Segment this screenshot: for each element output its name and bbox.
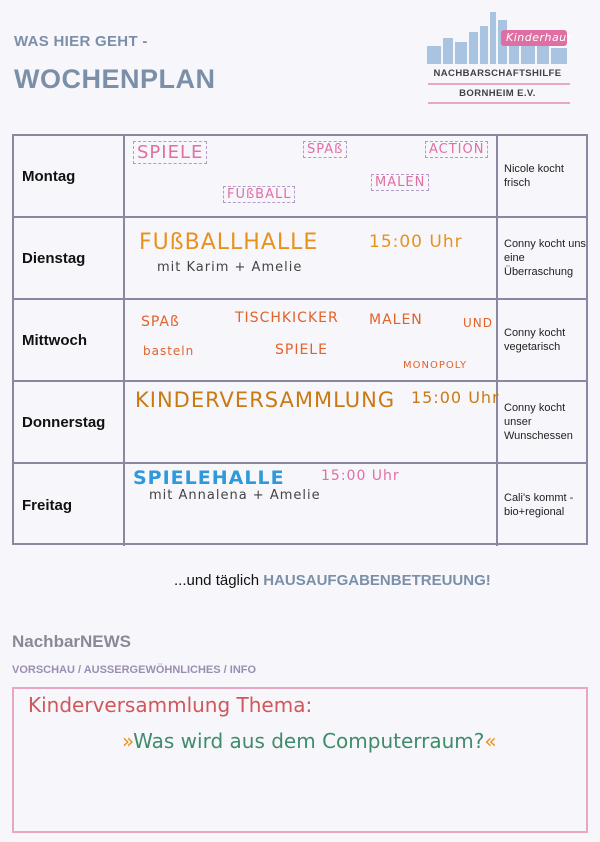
table-row [14, 464, 586, 546]
activity-text: MALEN [371, 174, 429, 191]
activity-text: 15:00 Uhr [369, 232, 463, 252]
activity-text: SPIELE [275, 342, 328, 358]
activity-text: ACTION [425, 141, 488, 158]
news-box [12, 687, 588, 833]
logo-script: Kinderhaus [506, 31, 573, 44]
activity-text: 15:00 Uhr [411, 388, 500, 407]
logo-org-name: NACHBARSCHAFTSHILFE [433, 68, 562, 79]
news-subtitle: VORSCHAU / AUSSERGEWÖHNLICHES / INFO [12, 664, 257, 676]
activity-cell [125, 382, 498, 462]
weekly-plan-table [12, 134, 588, 545]
table-row [14, 300, 586, 382]
day-label: Montag [14, 136, 125, 216]
day-label: Mittwoch [14, 300, 125, 380]
page-header-small: WAS HIER GEHT - [14, 33, 148, 50]
activity-text: SPIELE [133, 141, 207, 164]
table-row [14, 218, 586, 300]
activity-text: 15:00 Uhr [321, 468, 400, 484]
food-cell: Conny kocht vegetarisch [504, 327, 566, 353]
page-title: WOCHENPLAN [14, 64, 216, 94]
daily-prefix: ...und täglich [174, 572, 260, 589]
table-row [14, 382, 586, 464]
logo-line-bottom [428, 102, 570, 104]
activity-cell [125, 464, 498, 546]
activity-text: KINDERVERSAMMLUNG [135, 388, 396, 412]
activity-cell [125, 300, 498, 380]
activity-cell [125, 218, 498, 298]
activity-text: FUßBALLHALLE [139, 230, 319, 255]
activity-cell [125, 136, 498, 216]
question-text: Was wird aus dem Computerraum? [133, 729, 485, 753]
activity-text: TISCHKICKER [235, 310, 339, 326]
activity-text: FUßBALL [223, 186, 295, 203]
day-label: Freitag [14, 464, 125, 546]
activity-text: mit Karim + Amelie [157, 260, 303, 275]
activity-text: basteln [143, 344, 195, 358]
news-line-question [122, 729, 497, 753]
logo-org-location: BORNHEIM E.V. [459, 88, 536, 99]
table-row [14, 136, 586, 218]
food-cell: Nicole kocht frisch [504, 163, 564, 189]
logo-line-top [428, 83, 570, 85]
food-cell: Conny kocht uns eine Überraschung [504, 238, 586, 278]
activity-text: mit Annalena + Amelie [149, 488, 321, 503]
activity-text: SPIELEHALLE [133, 467, 285, 489]
day-label: Donnerstag [14, 382, 125, 462]
quote-close: « [484, 729, 497, 753]
activity-text: SPAß [303, 141, 347, 158]
activity-text: SPAß [141, 314, 180, 330]
daily-note [174, 572, 491, 589]
food-cell: Cali's kommt - bio+regional [504, 492, 574, 518]
activity-text: UND [463, 316, 493, 330]
news-title: NachbarNEWS [12, 632, 132, 651]
activity-text: MONOPOLY [403, 360, 468, 371]
activity-text: MALEN [369, 312, 423, 328]
food-cell: Conny kocht unser Wunschessen [504, 402, 573, 442]
quote-open: » [122, 729, 134, 753]
news-line-topic: Kinderversammlung Thema: [28, 693, 313, 717]
logo [425, 8, 585, 108]
day-label: Dienstag [14, 218, 125, 298]
daily-highlight: HAUSAUFGABENBETREUUNG! [263, 572, 491, 589]
